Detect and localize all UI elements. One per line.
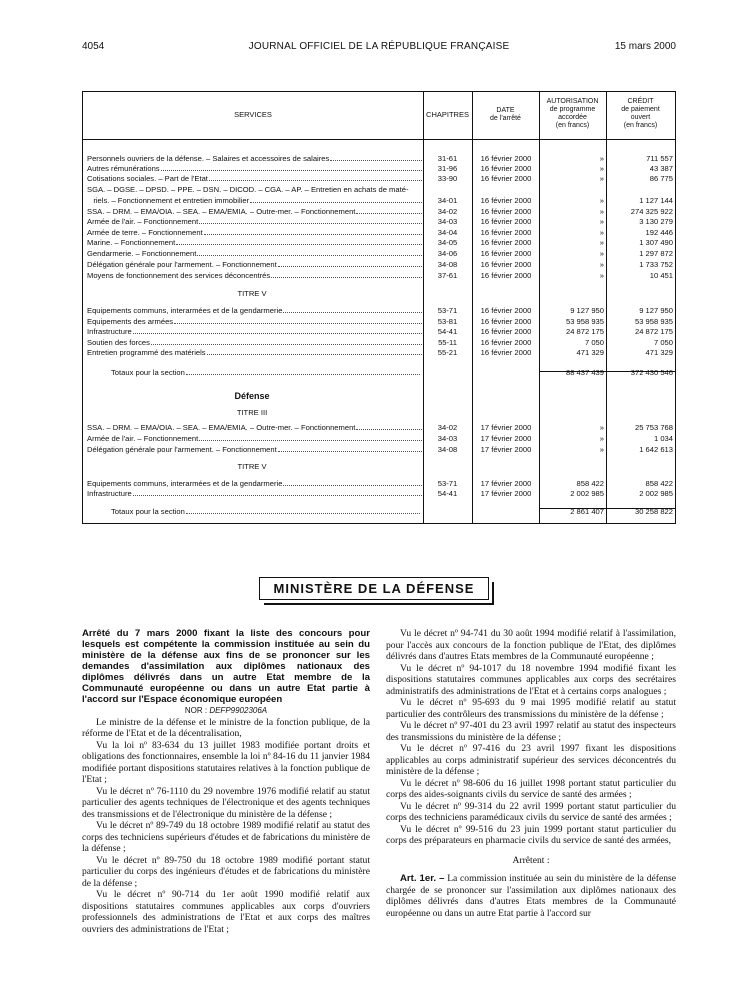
autorisation-cell: » <box>599 423 604 432</box>
paragraph: Vu le décret nº 89-749 du 18 octobre 1989 modifié relatif au statut des corps des techniciens supérieurs d'études et de fabrications du ministère de la défense ; <box>82 820 370 854</box>
table-row <box>83 489 677 499</box>
ministry-heading: MINISTÈRE DE LA DÉFENSE <box>259 577 489 600</box>
auth-header-line4: (en francs) <box>555 122 590 129</box>
credit-header-line2: de paiement <box>621 106 660 113</box>
table-row <box>83 479 677 489</box>
table-total-row <box>83 507 677 517</box>
date-cell: 16 février 2000 <box>480 338 532 347</box>
credit-cell: 471 329 <box>645 348 673 357</box>
section-heading <box>83 391 677 401</box>
total-label: Totaux pour la section <box>111 368 185 377</box>
chapitre-cell: 33-90 <box>437 174 458 183</box>
table-row <box>83 217 677 227</box>
total-autorisation: 88 437 439 <box>565 368 604 377</box>
service-cell: riels. – Fonctionnement et entretien immobilier <box>87 196 250 205</box>
service-cell: SGA. – DGSE. – DPSD. – PPE. – DSN. – DICOD. – CGA. – AP. – Entretien en achats de maté- <box>87 185 409 194</box>
date-cell: 17 février 2000 <box>480 445 532 454</box>
table-row <box>83 434 677 444</box>
nor-code: DEFP9902306A <box>209 706 268 715</box>
titre-heading <box>83 462 677 472</box>
date-cell: 16 février 2000 <box>480 348 532 357</box>
autorisation-cell: » <box>599 154 604 163</box>
nor-reference <box>82 705 370 717</box>
credit-header-line3: ouvert <box>630 114 651 121</box>
date-cell: 16 février 2000 <box>480 174 532 183</box>
credit-cell: 1 034 <box>653 434 673 443</box>
credit-header-line1: CRÉDIT <box>627 98 654 105</box>
autorisation-cell: » <box>599 434 604 443</box>
total-autorisation: 2 861 407 <box>570 507 604 516</box>
titre-label: TITRE III <box>236 408 268 417</box>
paragraph: Vu le décret nº 90-714 du 1er août 1990 modifié relatif aux dispositions statutaires communes applicables aux corps d'ouvriers professionnels des administrations de l'Etat et aux corps des maîtres ouvriers des administrations de l'Etat ; <box>82 889 370 935</box>
table-total-row <box>83 368 677 378</box>
date-cell: 16 février 2000 <box>480 260 532 269</box>
date-cell: 16 février 2000 <box>480 154 532 163</box>
page-number: 4054 <box>82 41 105 52</box>
date-cell: 16 février 2000 <box>480 271 532 280</box>
credit-cell: 86 775 <box>649 174 673 183</box>
date-cell: 16 février 2000 <box>480 164 532 173</box>
service-cell: Personnels ouvriers de la défense. – Salaires et accessoires de salaires <box>87 154 330 163</box>
service-cell: Autres rémunérations <box>87 164 160 173</box>
credit-cell: 53 958 935 <box>634 317 673 326</box>
date-cell: 16 février 2000 <box>480 228 532 237</box>
chapitre-cell: 34-02 <box>437 423 458 432</box>
titre-label: TITRE V <box>237 462 267 471</box>
service-cell: Moyens de fonctionnement des services déconcentrés <box>87 271 271 280</box>
arretent: Arrêtent : <box>512 854 550 866</box>
autorisation-cell: » <box>599 271 604 280</box>
chapitre-cell: 34-08 <box>437 260 458 269</box>
table-row <box>83 154 677 164</box>
service-cell: Equipements des armées <box>87 317 174 326</box>
paragraph: Vu le décret nº 99-314 du 22 avril 1999 portant statut particulier du corps des techniciens paramédicaux civils du service de santé des armées ; <box>386 800 676 823</box>
table-row <box>83 238 677 248</box>
nor-label: NOR : <box>184 706 208 715</box>
autorisation-cell: 2 002 985 <box>570 489 604 498</box>
autorisation-cell: 53 958 935 <box>565 317 604 326</box>
chapitre-cell: 54-41 <box>437 327 458 336</box>
table-row <box>83 164 677 174</box>
credit-cell: 1 307 490 <box>639 238 673 247</box>
date-cell: 16 février 2000 <box>480 306 532 315</box>
date-cell: 16 février 2000 <box>480 217 532 226</box>
service-cell: Gendarmerie. – Fonctionnement <box>87 249 197 258</box>
autorisation-cell: 9 127 950 <box>570 306 604 315</box>
date-cell: 16 février 2000 <box>480 196 532 205</box>
table-row <box>83 249 677 259</box>
chapitre-cell: 55-21 <box>437 348 458 357</box>
credit-cell: 274 325 922 <box>630 207 673 216</box>
paragraph: Vu le décret nº 99-516 du 23 juin 1999 portant statut particulier du corps des préparateurs en pharmacie civils du service de santé des armées, <box>386 823 676 846</box>
autorisation-cell: » <box>599 174 604 183</box>
table-row <box>83 228 677 238</box>
auth-header-line1: AUTORISATION <box>546 98 599 105</box>
service-cell: Equipements communs, interarmées et de la gendarmerie <box>87 306 283 315</box>
journal-title: JOURNAL OFFICIEL DE LA RÉPUBLIQUE FRANÇAISE <box>248 41 510 52</box>
autorisation-cell: 24 872 175 <box>565 327 604 336</box>
right-column <box>386 628 676 919</box>
col-header-services: SERVICES <box>234 110 272 119</box>
service-cell: Soutien des forces <box>87 338 150 347</box>
credit-cell: 1 127 144 <box>639 196 673 205</box>
service-cell: Entretien programmé des matériels <box>87 348 206 357</box>
autorisation-cell: » <box>599 164 604 173</box>
chapitre-cell: 37-61 <box>437 271 458 280</box>
service-cell: Délégation générale pour l'armement. – Fonctionnement <box>87 260 277 269</box>
date-cell: 17 février 2000 <box>480 434 532 443</box>
date-cell: 17 février 2000 <box>480 489 532 498</box>
table-row <box>83 260 677 270</box>
table-row <box>83 271 677 281</box>
service-cell: Marine. – Fonctionnement <box>87 238 176 247</box>
autorisation-cell: » <box>599 238 604 247</box>
titre-heading <box>83 289 677 299</box>
service-cell: Infrastructure <box>87 489 132 498</box>
autorisation-cell: » <box>599 217 604 226</box>
left-column <box>82 628 370 935</box>
credit-cell: 858 422 <box>645 479 673 488</box>
service-cell: Délégation générale pour l'armement. – Fonctionnement <box>87 445 277 454</box>
table-row <box>83 196 677 206</box>
paragraph: Vu le décret nº 95-693 du 9 mai 1995 modifié relatif au statut particulier des contrôleurs des transmissions du ministère de la défense ; <box>386 697 676 720</box>
chapitre-cell: 34-05 <box>437 238 458 247</box>
service-cell: SSA. – DRM. – EMA/OIA. – SEA. – EMA/EMIA. – Outre-mer. – Fonctionnement <box>87 423 356 432</box>
paragraph: Vu le décret nº 94-741 du 30 août 1994 modifié relatif à l'assimilation, pour l'accès aux concours de la fonction publique de l'Etat, des diplômes délivrés dans d'autres Etats membres de la Communauté européenne ; <box>386 628 676 662</box>
total-label: Totaux pour la section <box>111 507 185 516</box>
autorisation-cell: 471 329 <box>576 348 604 357</box>
credit-cell: 10 451 <box>649 271 673 280</box>
paragraph: Vu la loi nº 83-634 du 13 juillet 1983 modifiée portant droits et obligations des fonctionnaires, ensemble la loi nº 84-16 du 11 janvier 1984 modifiée portant dispositions statutaires relatives à la fonction publique de l'Etat ; <box>82 739 370 785</box>
chapitre-cell: 34-03 <box>437 217 458 226</box>
article-1 <box>386 873 676 919</box>
date-cell: 16 février 2000 <box>480 207 532 216</box>
col-header-date <box>472 107 539 123</box>
table-row <box>83 174 677 184</box>
credit-cell: 3 130 279 <box>639 217 673 226</box>
table-row <box>83 445 677 455</box>
col-header-credit <box>606 98 675 130</box>
autorisation-cell: » <box>599 260 604 269</box>
credit-header-line4: (en francs) <box>623 122 658 129</box>
col-header-autorisation <box>539 98 606 130</box>
chapitre-cell: 55-11 <box>438 338 457 347</box>
chapitre-cell: 53-71 <box>437 306 458 315</box>
issue-date: 15 mars 2000 <box>614 41 676 52</box>
date-header-line1: DATE <box>496 107 515 114</box>
credit-cell: 9 127 950 <box>639 306 673 315</box>
chapitre-cell: 34-01 <box>437 196 458 205</box>
chapitre-cell: 31-96 <box>437 164 458 173</box>
titre-label: TITRE V <box>237 289 267 298</box>
credit-cell: 1 642 613 <box>639 445 673 454</box>
table-row <box>83 207 677 217</box>
autorisation-cell: » <box>599 228 604 237</box>
service-cell: Armée de l'air. – Fonctionnement <box>87 217 199 226</box>
credit-cell: 43 387 <box>649 164 673 173</box>
date-cell: 16 février 2000 <box>480 327 532 336</box>
chapitre-cell: 53-71 <box>437 479 458 488</box>
chapitre-cell: 31-61 <box>437 154 458 163</box>
titre-heading <box>83 408 677 418</box>
autorisation-cell: » <box>599 196 604 205</box>
auth-header-line2: de programme <box>549 106 596 113</box>
chapitre-cell: 53-81 <box>437 317 458 326</box>
paragraph: Vu le décret nº 89-750 du 18 octobre 1989 modifié portant statut particulier du corps des ingénieurs d'études et de fabrications du ministère de la défense ; <box>82 854 370 889</box>
article-text: La commission instituée au sein du ministère de la défense chargée de se prononcer sur l'assimilation aux diplômes nationaux des diplômes délivrés dans d'autres Etats membres de la Communauté européenne ou dans un autre Etat partie à l'accord sur <box>386 873 676 919</box>
paragraph: Le ministre de la défense et le ministre de la fonction publique, de la réforme de l'Etat et de la décentralisation, <box>82 716 370 739</box>
paragraph: Vu le décret nº 98-606 du 16 juillet 1998 portant statut particulier du corps des aides-soignants civils du service de santé des armées ; <box>386 777 676 800</box>
chapitre-cell: 54-41 <box>437 489 458 498</box>
date-cell: 17 février 2000 <box>480 423 532 432</box>
service-cell: Cotisations sociales. – Part de l'Etat <box>87 174 208 183</box>
credit-cell: 25 753 768 <box>634 423 673 432</box>
service-cell: Armée de terre. – Fonctionnement <box>87 228 203 237</box>
page-header <box>82 41 676 55</box>
chapitre-cell: 34-02 <box>437 207 458 216</box>
paragraph: Vu le décret nº 97-416 du 23 avril 1997 fixant les dispositions applicables au corps administratif supérieur des services déconcentrés du ministère de la défense ; <box>386 743 676 777</box>
chapitre-cell: 34-08 <box>437 445 458 454</box>
credit-cell: 24 872 175 <box>634 327 673 336</box>
table-row <box>83 338 677 348</box>
date-cell: 16 février 2000 <box>480 317 532 326</box>
auth-header-line3: accordée <box>558 114 587 121</box>
right-paragraphs <box>386 628 676 847</box>
table-row <box>83 306 677 316</box>
autorisation-cell: 7 050 <box>584 338 604 347</box>
col-header-chapitres: CHAPITRES <box>426 110 469 119</box>
table-row <box>83 423 677 433</box>
autorisation-cell: » <box>599 249 604 258</box>
date-cell: 16 février 2000 <box>480 238 532 247</box>
credit-cell: 2 002 985 <box>639 489 673 498</box>
service-cell: Armée de l'air. – Fonctionnement <box>87 434 199 443</box>
chapitre-cell: 34-06 <box>437 249 458 258</box>
credit-cell: 7 050 <box>653 338 673 347</box>
autorisation-cell: 858 422 <box>576 479 604 488</box>
autorisation-cell: » <box>599 207 604 216</box>
date-cell: 16 février 2000 <box>480 249 532 258</box>
chapitre-cell: 34-03 <box>437 434 458 443</box>
credits-table <box>82 91 676 524</box>
credit-cell: 1 297 872 <box>639 249 673 258</box>
date-cell: 17 février 2000 <box>480 479 532 488</box>
left-paragraphs <box>82 717 370 936</box>
credit-cell: 192 446 <box>645 228 673 237</box>
total-credit: 30 258 822 <box>634 507 673 516</box>
chapitre-cell: 34-04 <box>437 228 458 237</box>
paragraph: Vu le décret nº 94-1017 du 18 novembre 1994 modifié fixant les dispositions statutaires communes applicables aux corps des secrétaires administratifs des administrations de l'Etat et à certains corps analogues ; <box>386 662 676 697</box>
service-cell: Infrastructure <box>87 327 132 336</box>
table-row <box>83 327 677 337</box>
credit-cell: 711 557 <box>646 154 673 163</box>
table-row <box>83 348 677 358</box>
service-cell: Equipements communs, interarmées et de la gendarmerie <box>87 479 283 488</box>
article-label: Art. 1er. – <box>400 873 445 884</box>
table-row <box>83 317 677 327</box>
table-row <box>83 185 677 195</box>
total-credit: 372 430 546 <box>630 368 673 377</box>
date-header-line2: de l'arrêté <box>490 115 521 122</box>
section-title: Défense <box>234 391 270 401</box>
service-cell: SSA. – DRM. – EMA/OIA. – SEA. – EMA/EMIA. – Outre-mer. – Fonctionnement <box>87 207 356 216</box>
autorisation-cell: » <box>599 445 604 454</box>
credit-cell: 1 733 752 <box>639 260 673 269</box>
paragraph: Vu le décret nº 76-1110 du 29 novembre 1976 modifié relatif au statut particulier des agents techniques de l'électronique et des agents techniques des transmissions et de l'électronique du ministère de la défense ; <box>82 785 370 820</box>
decree-title: Arrêté du 7 mars 2000 fixant la liste des concours pour lesquels est compétente la commission instituée au sein du ministère de la défense aux fins de se prononcer sur les demandes d'assimilation aux diplômes nationaux des diplômes délivrés dans un autre Etat membre de la Communauté européenne ou dans un autre Etat partie à l'accord sur l'Espace économique européen <box>82 628 370 705</box>
paragraph: Vu le décret nº 97-401 du 23 avril 1997 relatif au statut des inspecteurs des transmissions du ministère de la défense ; <box>386 720 676 743</box>
